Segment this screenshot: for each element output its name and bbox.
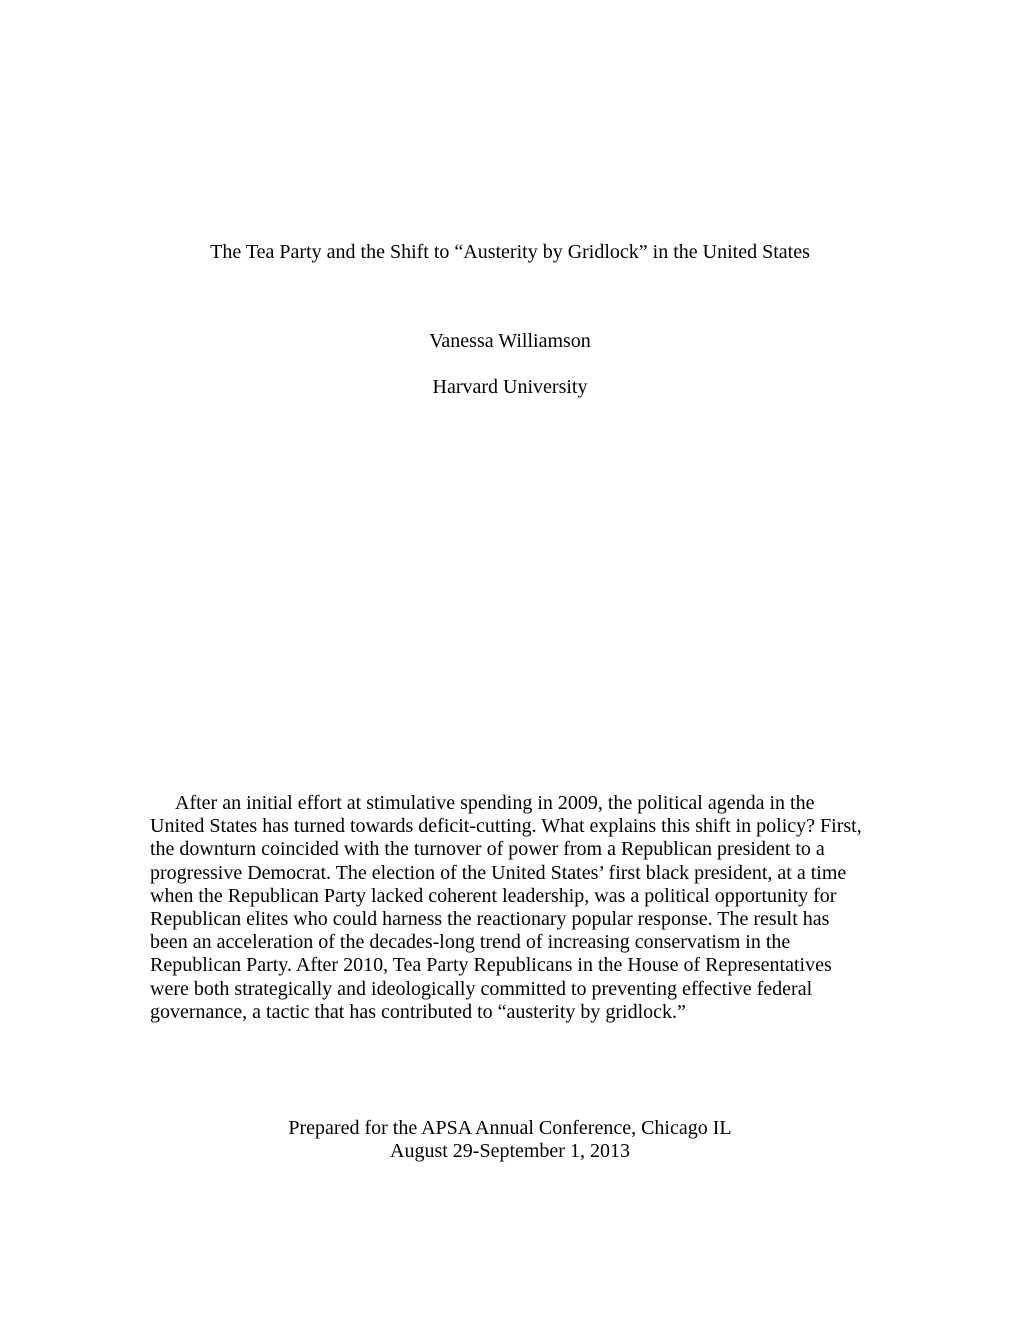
abstract-line: Republican Party. After 2010, Tea Party Republicans in the House of Representatives (150, 954, 832, 977)
abstract-paragraph (150, 792, 880, 1024)
abstract-line: been an acceleration of the decades-long trend of increasing conservatism in the (150, 931, 791, 954)
conference-line: Prepared for the APSA Annual Conference, Chicago IL (288, 1117, 732, 1139)
abstract-line: the downturn coincided with the turnover of power from a Republican president to a (150, 838, 825, 861)
abstract-line: Republican elites who could harness the reactionary popular response. The result has (150, 908, 830, 931)
author-affiliation: Harvard University (432, 376, 588, 398)
abstract-line: were both strategically and ideologically committed to preventing effective federal (150, 977, 813, 1000)
abstract-line: progressive Democrat. The election of the United States’ first black president, at a time (150, 861, 847, 884)
abstract-line: United States has turned towards deficit-cutting. What explains this shift in policy? First, (150, 815, 862, 838)
conference-dates-line: August 29-September 1, 2013 (390, 1140, 630, 1163)
author-name: Vanessa Williamson (429, 330, 591, 352)
abstract-line: After an initial effort at stimulative spending in 2009, the political agenda in the (175, 792, 815, 814)
abstract-line: governance, a tactic that has contributed to “austerity by gridlock.” (150, 1000, 686, 1023)
abstract-line: when the Republican Party lacked coherent leadership, was a political opportunity for (150, 884, 837, 907)
paper-title: The Tea Party and the Shift to “Austerity by Gridlock” in the United States (210, 241, 810, 263)
conference-note (0, 1117, 1020, 1163)
